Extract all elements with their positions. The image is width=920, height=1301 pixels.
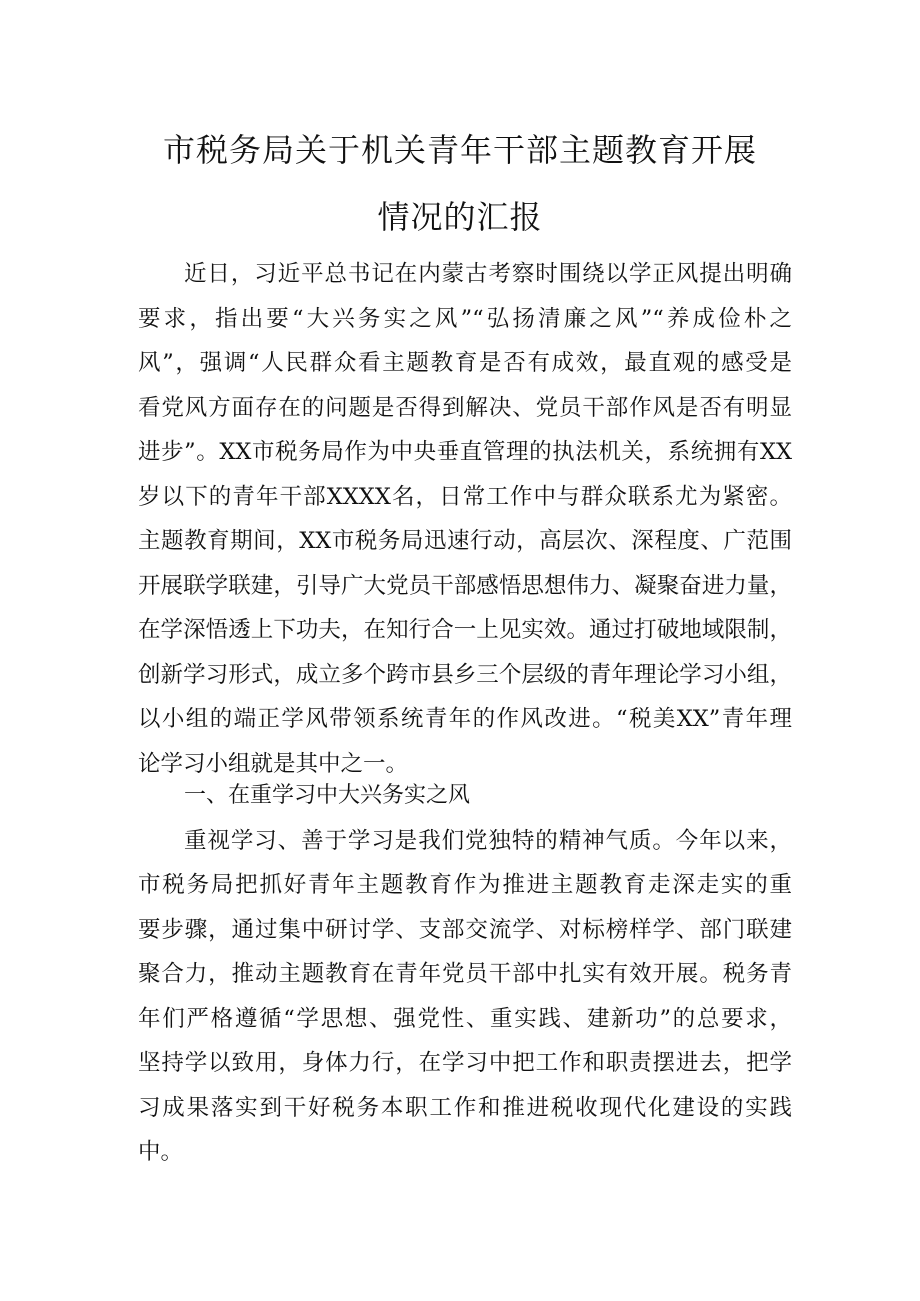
paragraph-line: 要步骤，通过集中研讨学、支部交流学、对标榜样学、部门联建 xyxy=(138,917,792,943)
paragraph-line: 岁以下的青年干部XXXX名，日常工作中与群众联系尤为紧密。 xyxy=(138,484,792,510)
paragraph-line: 创新学习形式，成立多个跨市县乡三个层级的青年理论学习小组， xyxy=(138,662,792,688)
document-title-line-2: 情况的汇报 xyxy=(377,198,543,236)
paragraph-line: 坚持学以致用，身体力行，在学习中把工作和职责摆进去，把学 xyxy=(138,1050,792,1076)
paragraph-line: 风”，强调“人民群众看主题教育是否有成效，最直观的感受是 xyxy=(138,350,792,376)
document-title-line-1: 市税务局关于机关青年干部主题教育开展 xyxy=(162,131,757,169)
paragraph-line: 习成果落实到干好税务本职工作和推进税收现代化建设的实践 xyxy=(138,1095,792,1121)
paragraph-line: 论学习小组就是其中之一。 xyxy=(138,751,409,777)
paragraph-line: 以小组的端正学风带领系统青年的作风改进。“税美XX”青年理 xyxy=(138,706,792,732)
paragraph-line: 年们严格遵循“学思想、强党性、重实践、建新功”的总要求， xyxy=(138,1006,792,1032)
paragraph-line: 聚合力，推动主题教育在青年党员干部中扎实有效开展。税务青 xyxy=(138,961,792,987)
paragraph-line: 在学深悟透上下功夫，在知行合一上见实效。通过打破地域限制， xyxy=(138,617,792,643)
paragraph-line: 看党风方面存在的问题是否得到解决、党员干部作风是否有明显 xyxy=(138,395,792,421)
paragraph-line: 近日，习近平总书记在内蒙古考察时围绕以学正风提出明确 xyxy=(184,261,792,287)
paragraph-line: 要求，指出要“大兴务实之风”“弘扬清廉之风”“养成俭朴之 xyxy=(138,306,792,332)
paragraph-line: 市税务局把抓好青年主题教育作为推进主题教育走深走实的重 xyxy=(138,872,792,898)
paragraph-line: 中。 xyxy=(138,1139,184,1165)
paragraph-line: 开展联学联建，引导广大党员干部感悟思想伟力、凝聚奋进力量， xyxy=(138,573,792,599)
paragraph-line: 重视学习、善于学习是我们党独特的精神气质。今年以来， xyxy=(184,828,792,854)
paragraph-line: 进步”。XX市税务局作为中央垂直管理的执法机关，系统拥有XX xyxy=(138,439,792,465)
section-heading: 一、在重学习中大兴务实之风 xyxy=(184,783,471,808)
paragraph-line: 主题教育期间，XX市税务局迅速行动，高层次、深程度、广范围 xyxy=(138,528,792,554)
